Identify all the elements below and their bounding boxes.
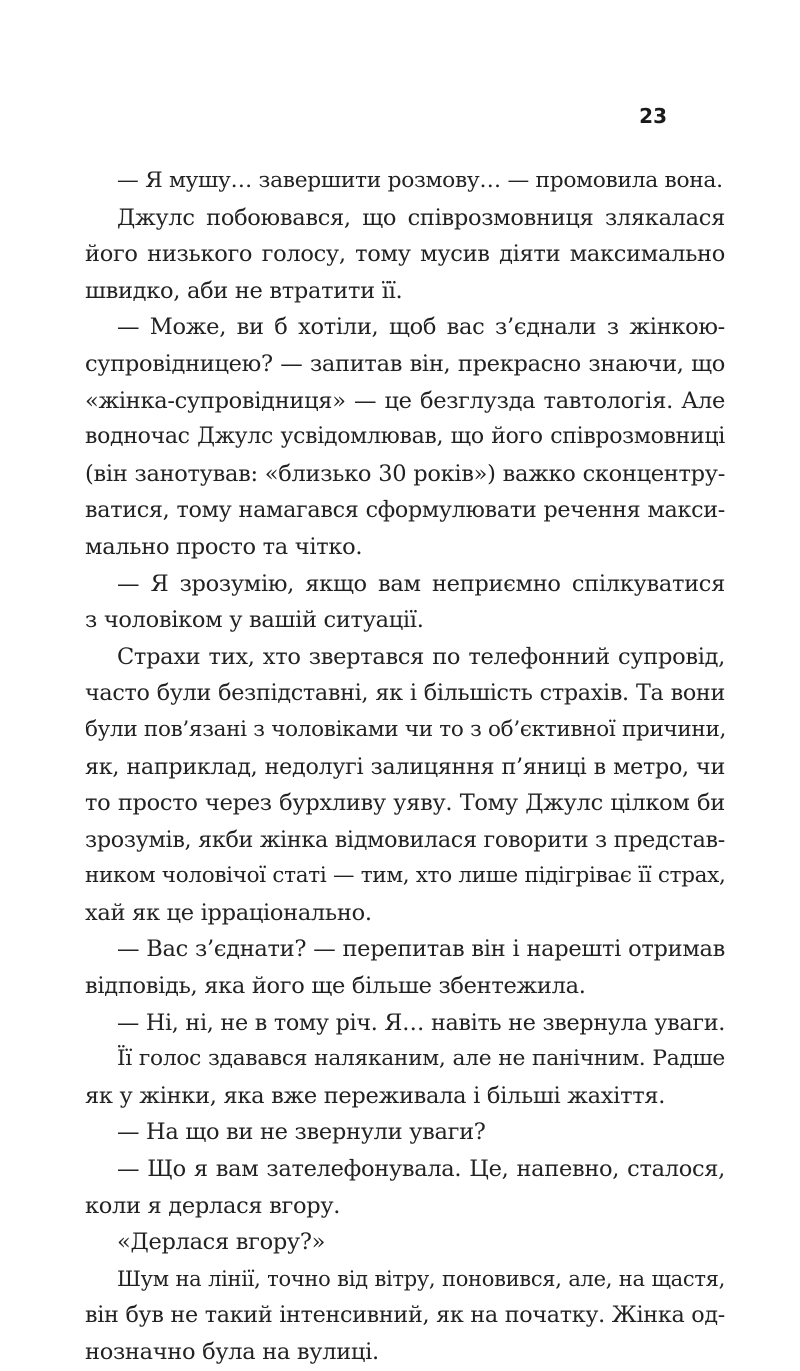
text-line: ником чоловічої статі — тим, хто лише підігріває її страх, (85, 863, 726, 889)
text-line: (він занотував: «близько 30 років») важко сконцентру- (85, 460, 725, 487)
text-line: Шум на лінії, точно від вітру, поновився, але, на щастя, (117, 1266, 725, 1291)
text-line: — Може, ви б хотіли, щоб вас з’єднали з жінкою- (117, 314, 725, 341)
text-line: — На що ви не звернули уваги? (117, 1119, 486, 1146)
text-line: то просто через бурхливу уяву. Тому Джулс цілком би (85, 790, 725, 817)
text-line: з чоловіком у вашій ситуації. (85, 607, 424, 634)
text-line: мально просто та чітко. (85, 533, 363, 560)
text-line: «жінка-супровідниця» — це безглузда тавтологія. Але (85, 387, 725, 414)
text-line: Страхи тих, хто звертався по телефонний супровід, (117, 643, 725, 670)
text-line: хай як це ірраціонально. (85, 899, 372, 926)
text-line: ватися, тому намагався сформулювати речення макси- (85, 497, 725, 524)
text-line: часто були безпідставні, як і більшість страхів. Та вони (85, 680, 725, 707)
body-text (85, 163, 725, 1371)
text-line: коли я дерлася вгору. (85, 1192, 341, 1219)
text-line: Її голос здавався наляканим, але не панічним. Радше (117, 1046, 725, 1072)
text-line: «Дерлася вгору?» (117, 1229, 326, 1256)
text-line: швидко, аби не втратити її. (85, 277, 403, 304)
text-line: водночас Джулс усвідомлював, що його співрозмовниці (85, 424, 725, 450)
text-line: — Я зрозумію, якщо вам неприємно спілкуватися (117, 570, 725, 597)
text-line: Джулс побоювався, що співрозмовниця злякалася (117, 204, 725, 231)
text-line: були пов’язані з чоловіками чи то з об’єктивної причини, (85, 716, 727, 742)
text-line: — Що я вам зателефонувала. Це, напевно, сталося, (117, 1156, 725, 1183)
text-line: — Вас з’єднати? — перепитав він і нарешті отримав (117, 936, 725, 963)
text-line: як у жінки, яка вже переживала і більші жахіття. (85, 1082, 666, 1109)
text-line: його низького голосу, тому мусив діяти максимально (85, 241, 725, 268)
text-line: нозначно була на вулиці. (85, 1339, 379, 1365)
text-line: зрозумів, якби жінка відмовилася говорити з представ- (85, 826, 725, 853)
page-number: 23 (639, 104, 667, 128)
text-line: відповідь, яка його ще більше збентежила. (85, 973, 586, 1000)
text-line: він був не такий інтенсивний, як на початку. Жінка од- (85, 1302, 725, 1329)
text-line: — Я мушу… завершити розмову… — промовила вона. (117, 168, 723, 193)
text-line: супровідницею? — запитав він, прекрасно знаючи, що (85, 350, 725, 377)
text-line: — Ні, ні, не в тому річ. Я… навіть не звернула уваги. (117, 1009, 725, 1036)
text-line: як, наприклад, недолугі залицяння п’яниці в метро, чи (85, 753, 725, 780)
